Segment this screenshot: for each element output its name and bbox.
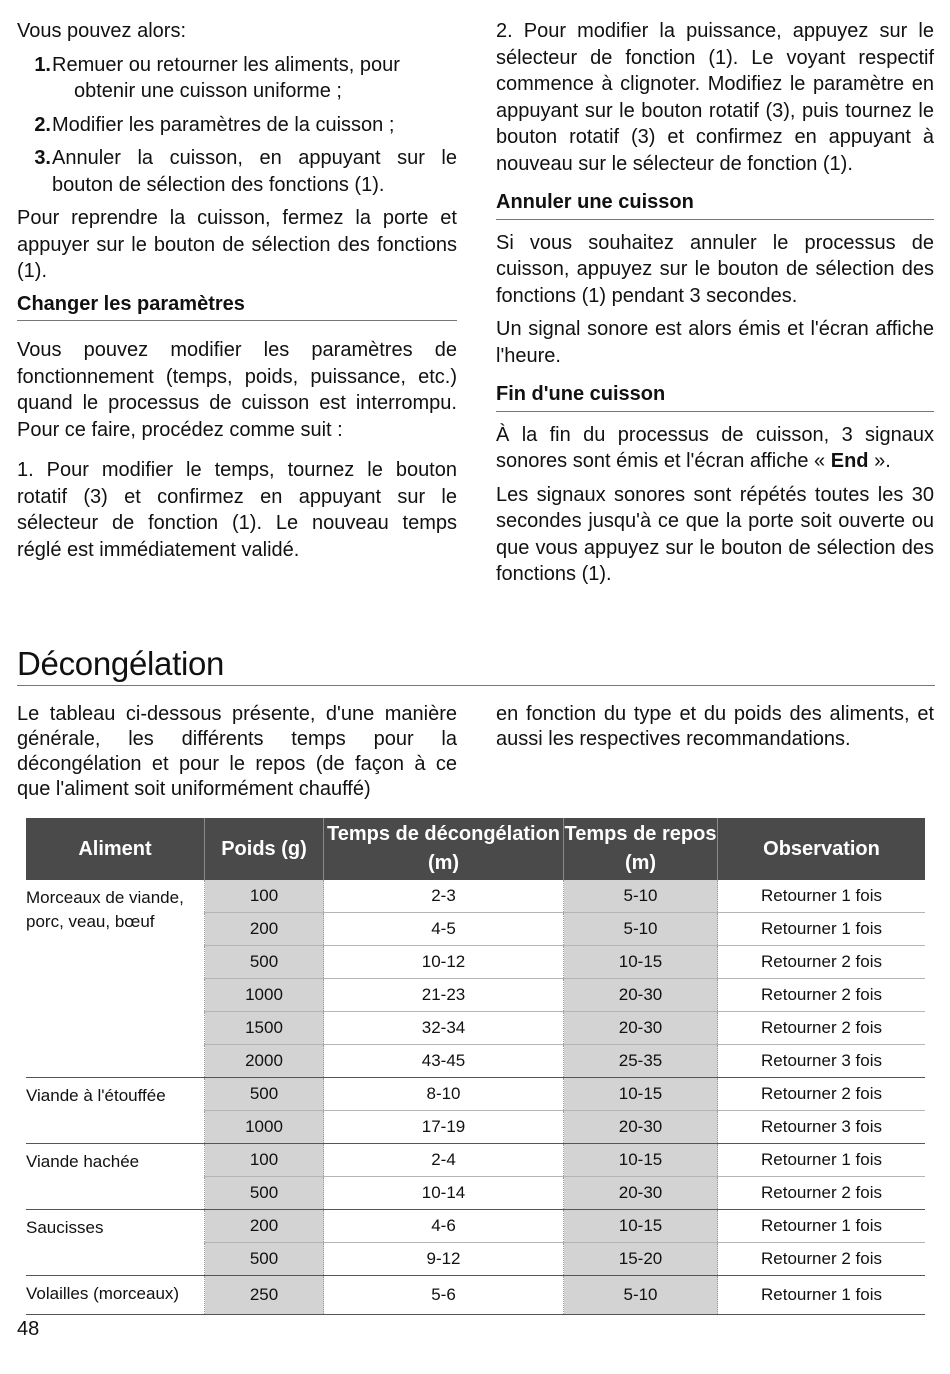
weight-cell: 500	[205, 1177, 324, 1210]
food-cell: Morceaux de viande, porc, veau, bœuf	[26, 880, 205, 1078]
cancel-paragraph-1: Si vous souhaitez annuler le processus de cuisson, appuyez sur le bouton de sélection des fonctions (1) pendant 3 secondes.	[496, 231, 934, 307]
change-settings-paragraph: Vous pouvez modifier les paramètres de fonctionnement (temps, poids, puissance, etc.) quand le processus de cuisson est interrompu. Pour ce faire, procédez comme suit :	[17, 339, 457, 441]
rest-time-cell: 20-30	[564, 1012, 718, 1045]
weight-cell: 100	[205, 880, 324, 913]
list-item-continuation: obtenir une cuisson uniforme ;	[74, 80, 342, 102]
defrost-time-cell: 4-6	[324, 1210, 564, 1243]
step1-paragraph: 1. Pour modifier le temps, tournez le bouton rotatif (3) et confirmez en appuyant sur le sélecteur de fonction (1). Le nouveau temps réglé est immédiatement validé.	[17, 459, 457, 561]
end-display-text: End	[830, 450, 869, 472]
section-intro-left: Le tableau ci-dessous présente, d'une manière générale, les différents temps pour la décongélation et pour le repos (de façon à ce que l'aliment soit uniformément chauffé)	[17, 703, 457, 800]
end-cooking-heading: Fin d'une cuisson	[496, 381, 934, 412]
defrost-time-cell: 2-4	[324, 1144, 564, 1177]
defrost-time-cell: 17-19	[324, 1111, 564, 1144]
list-item	[17, 112, 457, 139]
food-cell: Viande hachée	[26, 1144, 205, 1210]
observation-cell: Retourner 1 fois	[718, 880, 926, 913]
weight-cell: 500	[205, 1243, 324, 1276]
cancel-paragraph-2: Un signal sonore est alors émis et l'écran affiche l'heure.	[496, 318, 934, 367]
end-paragraph-1: À la fin du processus de cuisson, 3 signaux sonores sont émis et l'écran affiche « End ».	[496, 423, 934, 472]
weight-cell: 200	[205, 1210, 324, 1243]
defrost-time-cell: 10-14	[324, 1177, 564, 1210]
defrost-time-cell: 5-6	[324, 1276, 564, 1315]
defrost-time-cell: 21-23	[324, 979, 564, 1012]
observation-cell: Retourner 3 fois	[718, 1045, 926, 1078]
rest-time-cell: 10-15	[564, 1078, 718, 1111]
list-item	[17, 145, 457, 198]
observation-cell: Retourner 2 fois	[718, 946, 926, 979]
weight-cell: 1000	[205, 979, 324, 1012]
rest-time-cell: 20-30	[564, 1177, 718, 1210]
list-item-text: Remuer ou retourner les aliments, pour	[52, 53, 400, 76]
header-observation: Observation	[718, 818, 926, 880]
rest-time-cell: 15-20	[564, 1243, 718, 1276]
page-number: 48	[17, 1318, 40, 1340]
defrost-time-cell: 4-5	[324, 913, 564, 946]
rest-time-cell: 5-10	[564, 1276, 718, 1315]
rest-time-cell: 20-30	[564, 1111, 718, 1144]
observation-cell: Retourner 2 fois	[718, 1243, 926, 1276]
table-body	[26, 880, 925, 1315]
list-number: 3.	[34, 147, 51, 169]
header-weight: Poids (g)	[205, 818, 324, 880]
weight-cell: 250	[205, 1276, 324, 1315]
right-column	[496, 18, 934, 588]
weight-cell: 500	[205, 1078, 324, 1111]
header-rest-time: Temps de repos (m)	[564, 818, 718, 880]
defrost-time-cell: 43-45	[324, 1045, 564, 1078]
table-row	[26, 880, 925, 913]
end-paragraph-2: Les signaux sonores sont répétés toutes les 30 secondes jusqu'à ce que la porte soit ouverte ou que vous appuyez sur le bouton de sélection des fonctions (1).	[496, 483, 934, 585]
list-item-text: Annuler la cuisson, en appuyant sur le bouton de sélection des fonctions (1).	[52, 147, 457, 196]
weight-cell: 1000	[205, 1111, 324, 1144]
food-cell: Volailles (morceaux)	[26, 1276, 205, 1315]
resume-paragraph: Pour reprendre la cuisson, fermez la porte et appuyer sur le bouton de sélection des fonctions (1).	[17, 207, 457, 282]
change-settings-heading: Changer les paramètres	[17, 291, 457, 322]
step2-paragraph: 2. Pour modifier la puissance, appuyez sur le sélecteur de fonction (1). Le voyant respectif commence à clignoter. Modifiez le paramètre en appuyant sur le bouton rotatif (3), puis tournez le bouton rotatif (3) et confirmez en appuyant à nouveau sur le sélecteur de fonction (1).	[496, 20, 934, 175]
observation-cell: Retourner 2 fois	[718, 979, 926, 1012]
observation-cell: Retourner 2 fois	[718, 1177, 926, 1210]
defrost-time-cell: 9-12	[324, 1243, 564, 1276]
left-column	[17, 18, 457, 563]
weight-cell: 200	[205, 913, 324, 946]
observation-cell: Retourner 1 fois	[718, 1210, 926, 1243]
rest-time-cell: 10-15	[564, 1210, 718, 1243]
defrost-time-cell: 2-3	[324, 880, 564, 913]
table-row	[26, 1276, 925, 1315]
rest-time-cell: 10-15	[564, 946, 718, 979]
observation-cell: Retourner 2 fois	[718, 1078, 926, 1111]
observation-cell: Retourner 3 fois	[718, 1111, 926, 1144]
weight-cell: 2000	[205, 1045, 324, 1078]
section-intro-right: en fonction du type et du poids des aliments, et aussi les respectives recommandations.	[496, 703, 934, 750]
cancel-cooking-heading: Annuler une cuisson	[496, 189, 934, 220]
header-defrost-time: Temps de décongélation (m)	[324, 818, 564, 880]
observation-cell: Retourner 1 fois	[718, 1276, 926, 1315]
observation-cell: Retourner 1 fois	[718, 1144, 926, 1177]
defrost-table	[26, 818, 925, 1315]
food-cell: Saucisses	[26, 1210, 205, 1276]
table-header-row	[26, 818, 925, 880]
list-item-text: Modifier les paramètres de la cuisson ;	[52, 113, 395, 136]
rest-time-cell: 5-10	[564, 913, 718, 946]
list-number: 2.	[34, 113, 51, 136]
observation-cell: Retourner 1 fois	[718, 913, 926, 946]
rest-time-cell: 25-35	[564, 1045, 718, 1078]
intro-text: Vous pouvez alors:	[17, 20, 186, 42]
weight-cell: 1500	[205, 1012, 324, 1045]
table-row	[26, 1078, 925, 1111]
weight-cell: 100	[205, 1144, 324, 1177]
weight-cell: 500	[205, 946, 324, 979]
rest-time-cell: 10-15	[564, 1144, 718, 1177]
header-food: Aliment	[26, 818, 205, 880]
food-cell: Viande à l'étouffée	[26, 1078, 205, 1144]
table-row	[26, 1144, 925, 1177]
list-item	[17, 52, 457, 105]
defrost-time-cell: 10-12	[324, 946, 564, 979]
rest-time-cell: 5-10	[564, 880, 718, 913]
section-title: Décongélation	[17, 645, 935, 686]
table-row	[26, 1210, 925, 1243]
rest-time-cell: 20-30	[564, 979, 718, 1012]
list-number: 1.	[34, 53, 51, 76]
defrost-time-cell: 32-34	[324, 1012, 564, 1045]
observation-cell: Retourner 2 fois	[718, 1012, 926, 1045]
defrost-time-cell: 8-10	[324, 1078, 564, 1111]
